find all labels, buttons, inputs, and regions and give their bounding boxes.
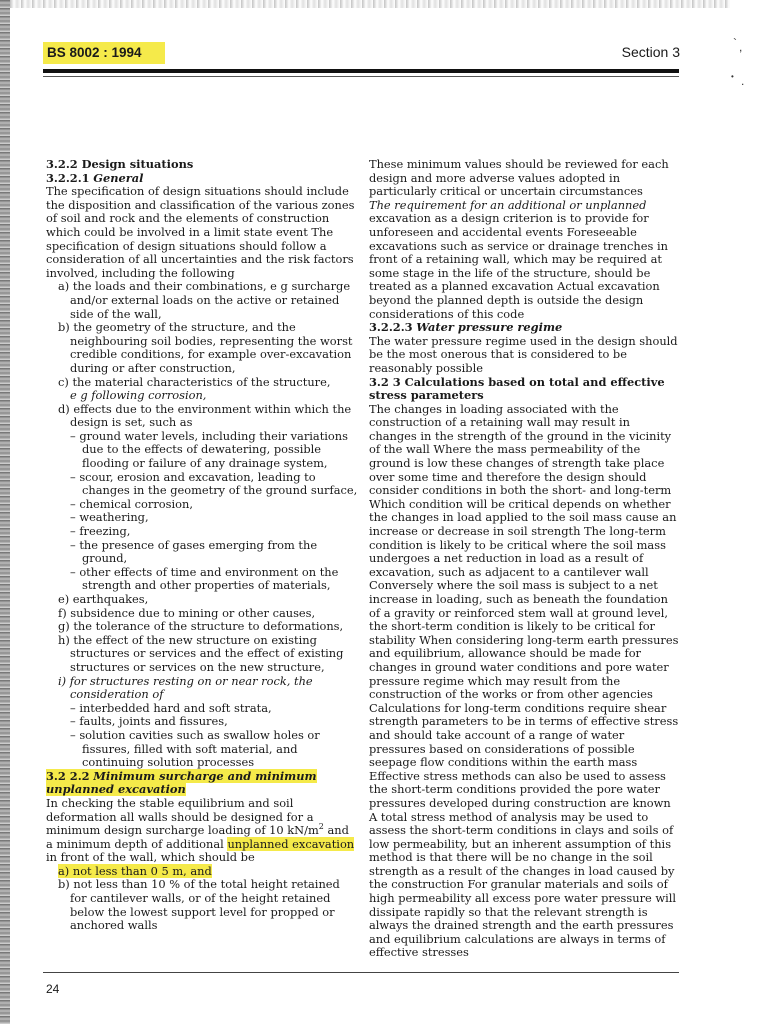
right-column	[369, 158, 681, 960]
list-item: c) the material characteristics of the structure, e g following corrosion,	[58, 374, 331, 403]
footer-rule	[43, 972, 679, 973]
margin-mark: `	[733, 36, 737, 50]
standard-code: BS 8002 : 1994	[43, 42, 165, 64]
header-rule-thin	[43, 76, 679, 77]
list-item: e) earthquakes,	[58, 592, 149, 606]
list-item: i) for structures resting on or near rock, the consideration of	[58, 673, 313, 702]
sub-list-item: – faults, joints and fissures,	[70, 714, 228, 729]
heading-3-2-3: 3.2 3 Calculations based on total and effective stress parameters	[369, 374, 665, 403]
list-item: a) the loads and their combinations, e g surcharge and/or external loads on the active or retained side of the wall,	[58, 279, 351, 321]
margin-mark: .	[741, 74, 745, 88]
page-number: 24	[46, 982, 60, 996]
sub-list-item: – interbedded hard and soft strata,	[70, 700, 272, 715]
list-item: d) effects due to the environment within which the design is set, such as	[58, 401, 352, 430]
sub-list-item: – weathering,	[70, 510, 149, 525]
heading-3-2-2-2: 3.2 2.2 Minimum surcharge and minimum unplanned excavation	[46, 768, 317, 797]
paragraph: Calculations for long-term conditions require shear strength parameters to be in terms of effective stress and should take account of a range of water pressures based on considerations of possible seepage flow conditions within the earth mass Effective stress methods can also be used to assess the short-term conditions provided the pore water pressures developed during construction are known A total stress method of analysis may be used to assess the short-term conditions in clays and soils of low permeability, but an inherent assumption of this method is that there will be no change in the soil strength as a result of the changes in load caused by the construction For granular materials and soils of high permeability all excess pore water pressure will dissipate rapidly so that the relevant strength is always the drained strength and the earth pressures and equilibrium calculations are always in terms of effective stresses	[369, 700, 679, 960]
paragraph: The specification of design situations should include the disposition and classification of the various zones of soil and rock and the elements of construction which could be involved in a limit state event The specification of design situations should follow a consideration of all uncertainties and the risk factors involved, including the following	[46, 184, 355, 280]
paragraph: The changes in loading associated with the construction of a retaining wall may result in changes in the strength of the ground in the vicinity of the wall Where the mass permeability of the ground is low these changes of strength take place over some time and therefore the design should consider conditions in both the short- and long-term Which condition will be critical depends on whether the changes in load applied to the soil mass cause an increase or decrease in soil strength The long-term condition is likely to be critical where the soil mass undergoes a net reduction in load as a result of excavation, such as adjacent to a cantilever wall Conversely where the soil mass is subject to a net increase in loading, such as beneath the foundation of a gravity or reinforced stem wall at ground level, the short-term condition is likely to be critical for stability When considering long-term earth pressures and equilibrium, allowance should be made for changes in ground water conditions and pore water pressure regime which may result from the construction of the works or from other agencies	[369, 401, 679, 702]
sub-list-item: – scour, erosion and excavation, leading to changes in the geometry of the ground surface,	[70, 469, 358, 498]
section-label: Section 3	[621, 44, 680, 60]
list-item: g) the tolerance of the structure to deformations,	[58, 619, 344, 634]
header-rule	[43, 69, 679, 73]
sub-list-item: – ground water levels, including their variations due to the effects of dewatering, possible flooding or failure of any drainage system,	[70, 428, 348, 471]
list-item: b) the geometry of the structure, and the neighbouring soil bodies, representing the worst credible conditions, for example over-excavation during or after construction,	[58, 320, 353, 375]
paragraph: In checking the stable equilibrium and soil deformation all walls should be designed for a minimum design surcharge loading of 10 $kN/m^2$ and a minimum depth of additional unplanned excavation in front of the wall, which should be	[46, 795, 355, 865]
list-item: h) the effect of the new structure on existing structures or services and the effect of existing structures or services on the new structure,	[58, 632, 344, 674]
sub-list-item: – the presence of gases emerging from the ground,	[70, 537, 318, 566]
list-item: a) not less than 0 5 m, and	[58, 863, 212, 878]
sub-list-item: – solution cavities such as swallow holes or fissures, filled with soft material, and continuing solution processes	[70, 727, 320, 770]
sub-list-item: – freezing,	[70, 524, 131, 539]
paragraph: The requirement for an additional or unplanned excavation as a design criterion is to provide for unforeseen and accidental events Foreseeable excavations such as service or drainage trenches in front of a retaining wall, which may be required at some stage in the life of the structure, should be treated as a planned excavation Actual excavation beyond the planned depth is outside the design considerations of this code	[369, 197, 668, 321]
heading-3-2-2-1: 3.2.2.1 General	[46, 170, 144, 185]
left-column	[46, 158, 358, 933]
margin-mark: •	[731, 72, 734, 81]
heading-3-2-2: 3.2.2 Design situations	[46, 157, 194, 171]
list-item: b) not less than 10 % of the total height retained for cantilever walls, or of the height retained below the lowest support level for propped or anchored walls	[58, 877, 340, 933]
sub-list-item: – other effects of time and environment on the strength and other properties of materials,	[70, 564, 339, 593]
paragraph: These minimum values should be reviewed for each design and more adverse values adopted in particularly critical or uncertain circumstances	[369, 157, 669, 199]
sub-list-item: – chemical corrosion,	[70, 496, 193, 511]
paragraph: The water pressure regime used in the design should be the most onerous that is considered to be reasonably possible	[369, 333, 678, 375]
heading-3-2-2-3: 3.2.2.3 Water pressure regime	[369, 320, 563, 335]
list-item: f) subsidence due to mining or other causes,	[58, 605, 316, 620]
scan-edge	[0, 0, 10, 1024]
scan-top-edge	[10, 0, 730, 8]
margin-mark: ,	[739, 40, 743, 54]
